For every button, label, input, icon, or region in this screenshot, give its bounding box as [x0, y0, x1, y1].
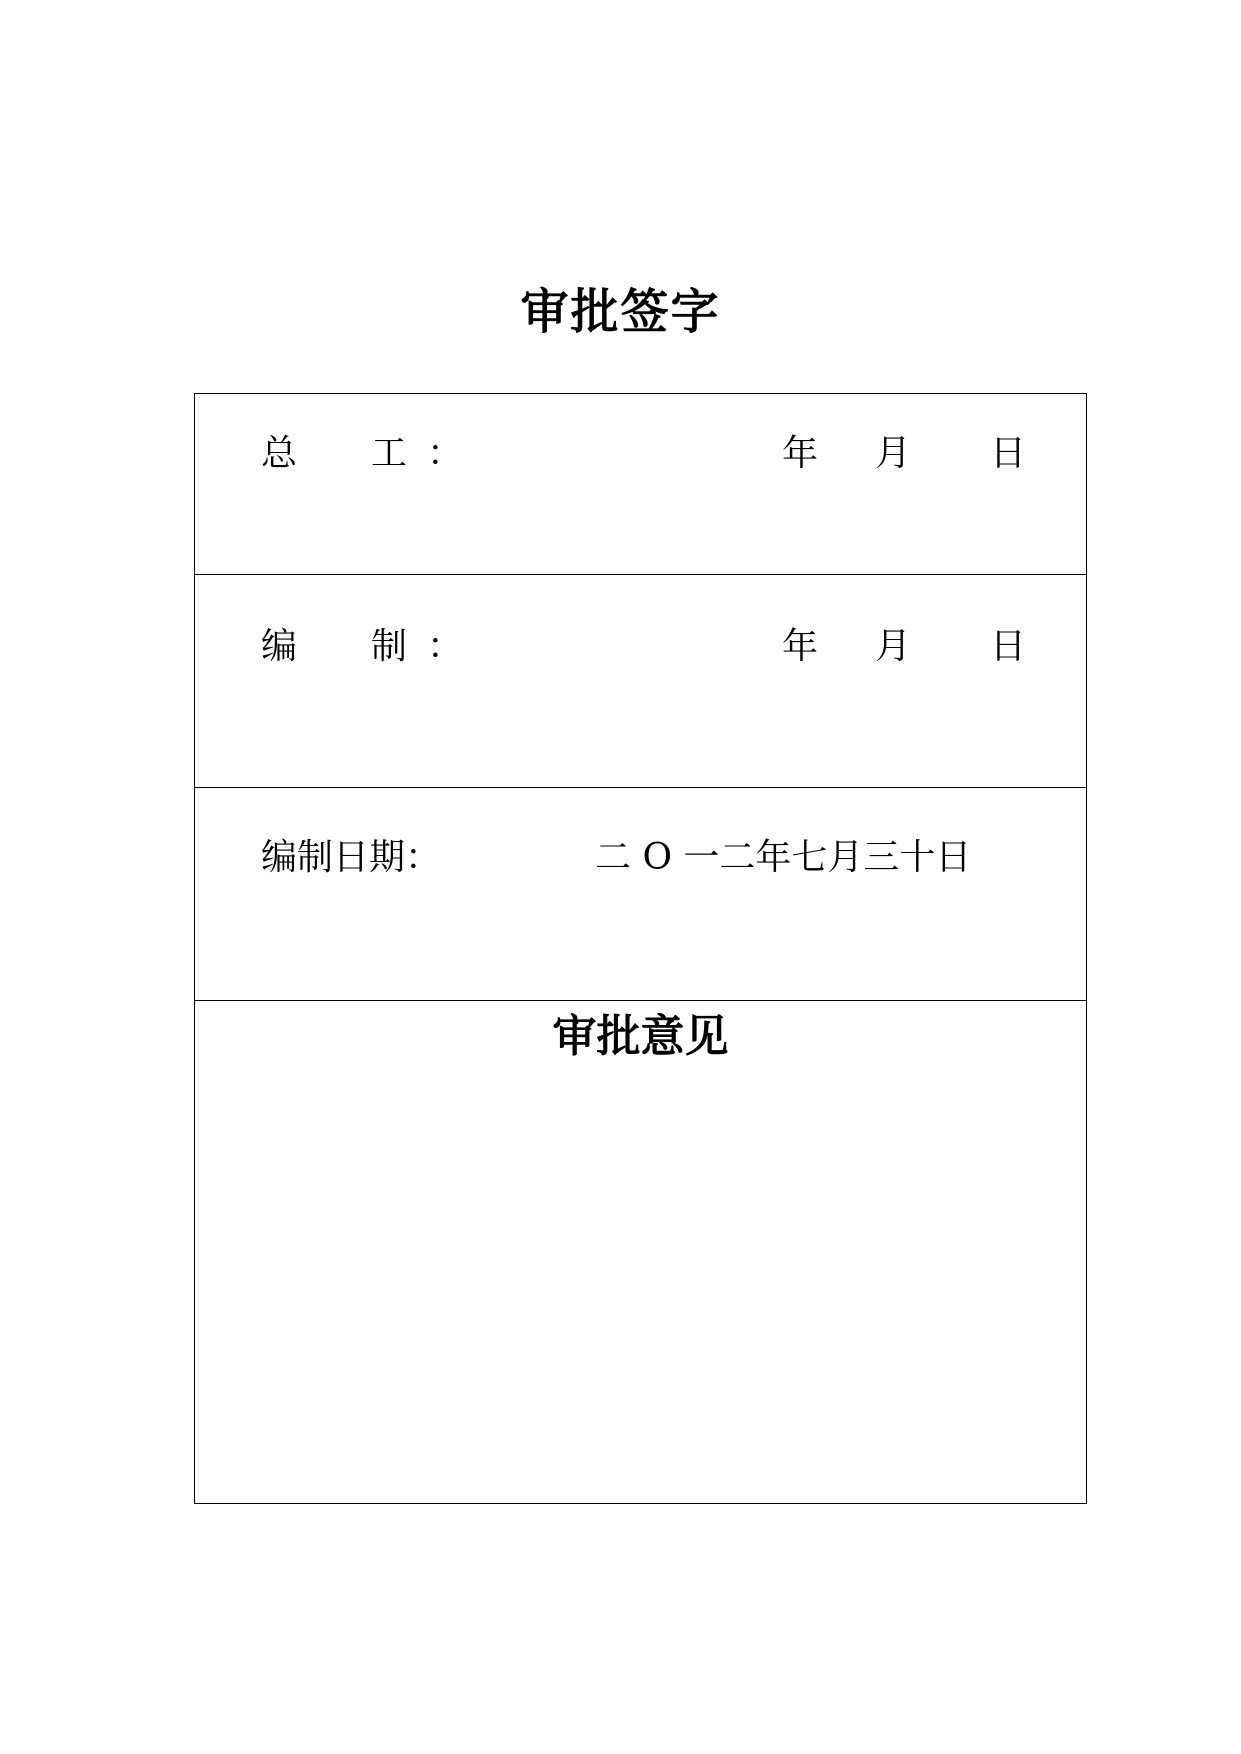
compile-date-value: 二 O 一二年七月三十日 — [595, 837, 972, 878]
page-title: 审批签字 — [520, 284, 721, 340]
compiler-day-label: 日 — [990, 626, 1027, 667]
chief-engineer-year-label: 年 — [782, 433, 819, 474]
approval-opinion-field[interactable] — [215, 1081, 1066, 1483]
chief-engineer-label-first: 总 — [261, 433, 298, 474]
chief-engineer-label-second: 工 — [371, 433, 408, 474]
compile-date-label: 编制日期： — [261, 837, 442, 878]
compiler-year-label: 年 — [782, 626, 819, 667]
compiler-colon: ： — [427, 626, 464, 667]
approval-form-table — [194, 393, 1087, 1504]
approval-opinion-section — [195, 1001, 1086, 1503]
chief-engineer-signature-field[interactable] — [465, 424, 765, 484]
compiler-signature-field[interactable] — [465, 605, 765, 665]
chief-engineer-month-label: 月 — [875, 433, 912, 474]
chief-engineer-day-label: 日 — [990, 433, 1027, 474]
compiler-row — [195, 575, 1086, 788]
approval-opinion-title: 审批意见 — [552, 1011, 729, 1062]
compiler-label-second: 制 — [371, 626, 408, 667]
chief-engineer-row — [195, 394, 1086, 575]
chief-engineer-colon: ： — [427, 433, 464, 474]
compile-date-row — [195, 788, 1086, 1001]
compiler-month-label: 月 — [875, 626, 912, 667]
compiler-label-first: 编 — [261, 626, 298, 667]
